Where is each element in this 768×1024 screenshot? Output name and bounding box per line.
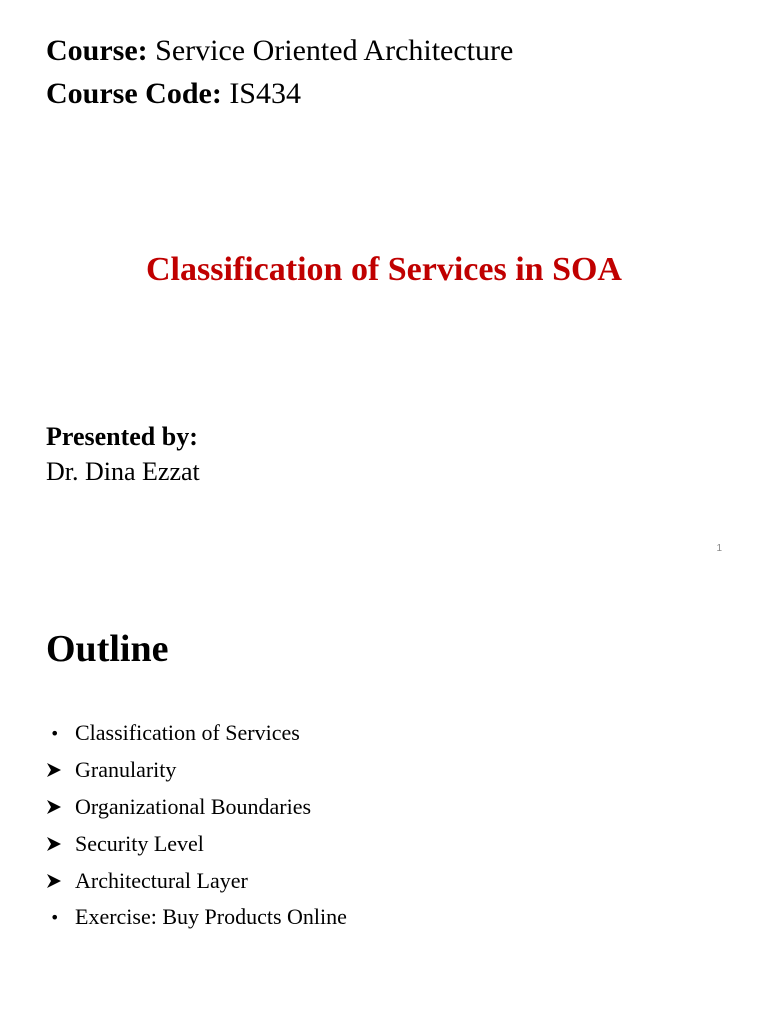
outline-list xyxy=(46,715,347,936)
outline-item-text: Exercise: Buy Products Online xyxy=(75,904,347,930)
page-number: 1 xyxy=(716,543,722,554)
outline-item xyxy=(46,789,347,826)
outline-heading: Outline xyxy=(46,628,169,670)
presentation-title: Classification of Services in SOA xyxy=(146,251,622,288)
outline-item xyxy=(46,752,347,789)
course-line xyxy=(46,33,513,69)
outline-item-text: Organizational Boundaries xyxy=(75,793,312,819)
arrow-icon xyxy=(46,836,75,852)
outline-item xyxy=(46,862,347,899)
course-label: Course: xyxy=(46,34,148,67)
arrow-icon xyxy=(46,873,75,889)
course-code-line xyxy=(46,76,301,112)
outline-item xyxy=(46,715,347,752)
presented-by-label: Presented by: xyxy=(46,422,198,451)
outline-item xyxy=(46,825,347,862)
presenter-name: Dr. Dina Ezzat xyxy=(46,457,200,486)
course-value: Service Oriented Architecture xyxy=(155,34,514,67)
arrow-icon xyxy=(46,762,75,778)
outline-slide xyxy=(0,575,768,1024)
outline-item-text: Classification of Services xyxy=(75,720,300,746)
outline-item xyxy=(46,899,347,936)
course-code-value: IS434 xyxy=(229,77,301,110)
bullet-icon: • xyxy=(50,907,60,927)
course-code-label: Course Code: xyxy=(46,77,222,110)
outline-item-text: Security Level xyxy=(75,830,204,856)
bullet-icon: • xyxy=(50,723,60,743)
outline-item-text: Granularity xyxy=(75,757,177,783)
outline-item-text: Architectural Layer xyxy=(75,867,248,893)
arrow-icon xyxy=(46,799,75,815)
